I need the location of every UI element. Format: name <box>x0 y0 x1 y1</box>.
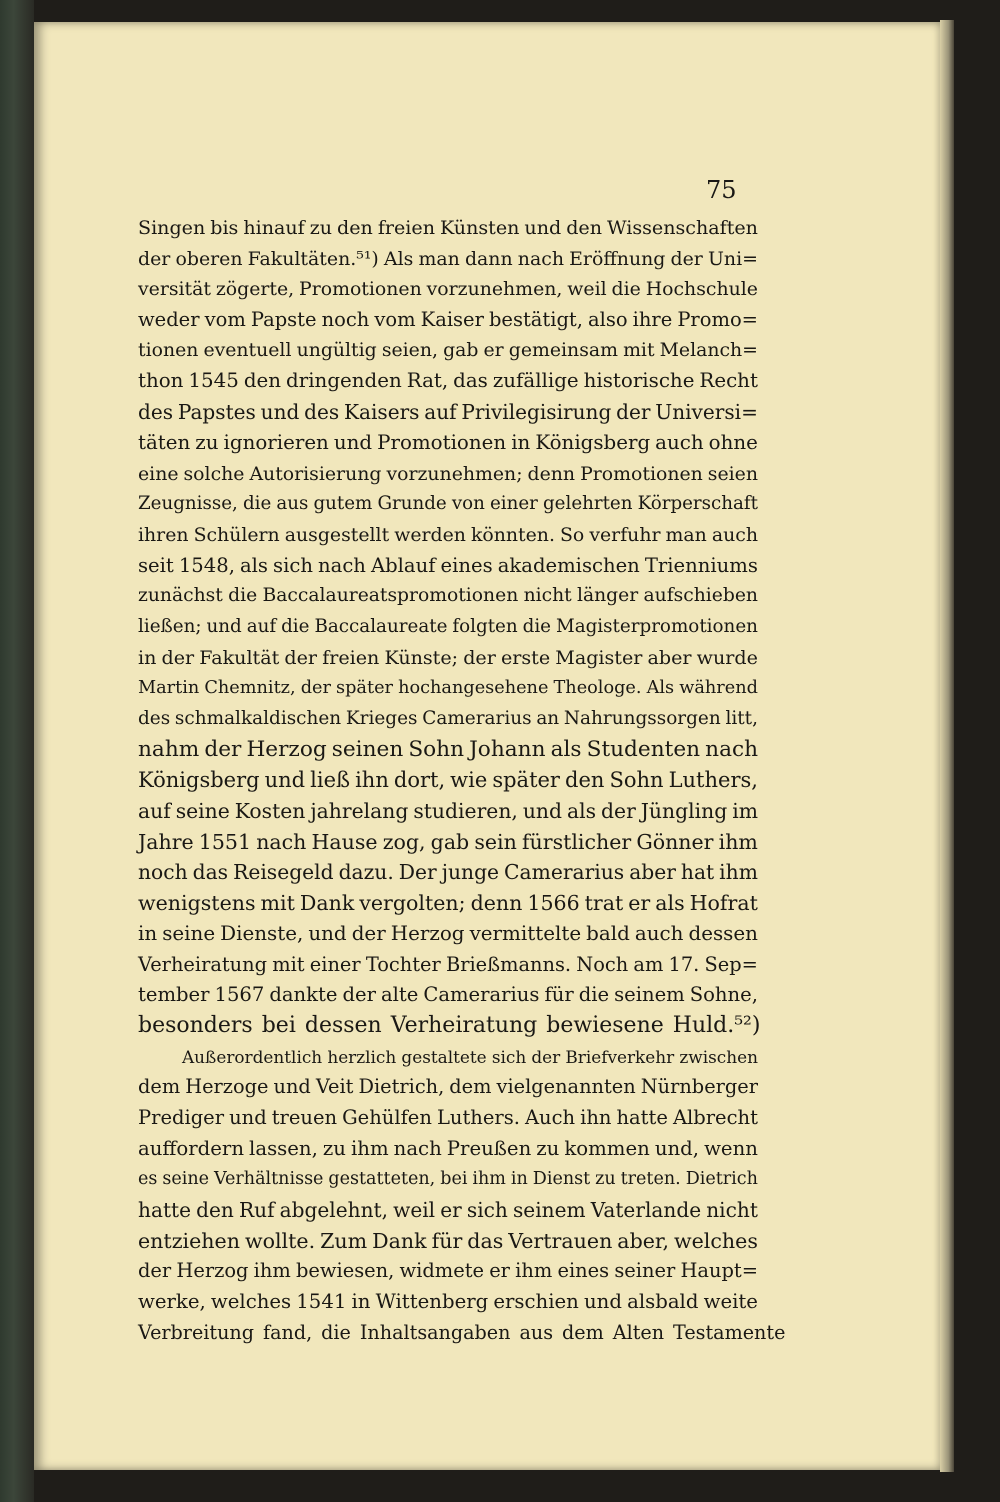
text-line: tionen eventuell ungültig seien, gab er gemeinsam mit Melanch= <box>138 339 758 361</box>
text-line: Außerordentlich herzlich gestaltete sich der Briefverkehr zwischen <box>182 1046 758 1067</box>
text-line: besonders bei dessen Verheiratung bewiesene Huld.⁵²) <box>138 1012 761 1038</box>
text-line: Martin Chemnitz, der später hochangesehene Theologe. Als während <box>138 678 758 699</box>
text-line: in der Fakultät der freien Künste; der erste Magister aber wurde <box>138 645 758 669</box>
page-edge <box>940 20 954 1472</box>
text-line: Verbreitung fand, die Inhaltsangaben aus dem Alten Testamente <box>138 1320 786 1344</box>
text-line: auf seine Kosten jahrelang studieren, und als der Jüngling im <box>138 799 758 824</box>
text-line: ihren Schülern ausgestellt werden könnten. So verfuhr man auch <box>138 523 758 546</box>
text-line: Verheiratung mit einer Tochter Brießmanns. Noch am 17. Sep= <box>138 952 758 976</box>
body-text <box>138 213 786 1348</box>
text-line: hatte den Ruf abgelehnt, weil er sich seinem Vaterlande nicht <box>138 1198 758 1222</box>
text-line: Königsberg und ließ ihn dort, wie später den Sohn Luthers, <box>138 767 758 793</box>
text-line: in seine Dienste, und der Herzog vermittelte bald auch dessen <box>138 921 758 945</box>
text-line: eine solche Autorisierung vorzunehmen; denn Promotionen seien <box>138 462 758 485</box>
text-line: seit 1548, als sich nach Ablauf eines akademischen Trienniums <box>138 553 758 577</box>
text-line: es seine Verhältnisse gestatteten, bei ihm in Dienst zu treten. Dietrich <box>138 1169 758 1190</box>
text-line: des schmalkaldischen Krieges Camerarius an Nahrungssorgen litt, <box>138 708 758 729</box>
text-line: dem Herzoge und Veit Dietrich, dem vielgenannten Nürnberger <box>138 1075 758 1099</box>
page-number: 75 <box>706 176 737 204</box>
text-line: der Herzog ihm bewiesen, widmete er ihm eines seiner Haupt= <box>138 1259 758 1283</box>
text-line: Prediger und treuen Gehülfen Luthers. Auch ihn hatte Albrecht <box>138 1105 758 1129</box>
text-line: weder vom Papste noch vom Kaiser bestätigt, also ihre Promo= <box>138 308 758 332</box>
text-line: Zeugnisse, die aus gutem Grunde von einer gelehrten Körperschaft <box>138 493 758 515</box>
text-line: nahm der Herzog seinen Sohn Johann als Studenten nach <box>138 736 758 762</box>
text-line: werke, welches 1541 in Wittenberg erschien und alsbald weite <box>138 1290 758 1314</box>
text-line: noch das Reisegeld dazu. Der junge Camerarius aber hat ihm <box>138 860 758 885</box>
text-line: Singen bis hinauf zu den freien Künsten und den Wissenschaften <box>138 217 758 239</box>
text-line: täten zu ignorieren und Promotionen in Königsberg auch ohne <box>138 430 758 454</box>
text-line: Jahre 1551 nach Hause zog, gab sein fürstlicher Gönner ihm <box>138 829 758 854</box>
text-line: tember 1567 dankte der alte Camerarius für die seinem Sohne, <box>138 983 758 1007</box>
text-line: entziehen wollte. Zum Dank für das Vertrauen aber, welches <box>138 1228 758 1253</box>
text-line: zunächst die Baccalaureatspromotionen nicht länger aufschieben <box>138 585 758 607</box>
text-line: versität zögerte, Promotionen vorzunehmen, weil die Hochschule <box>138 278 758 301</box>
text-line: ließen; und auf die Baccalaureate folgten die Magisterpromotionen <box>138 615 758 637</box>
text-line: thon 1545 den dringenden Rat, das zufällige historische Recht <box>138 369 758 393</box>
text-line: der oberen Fakultäten.⁵¹) Als man dann nach Eröffnung der Uni= <box>138 247 758 270</box>
text-line: wenigstens mit Dank vergolten; denn 1566 trat er als Hofrat <box>138 891 758 916</box>
text-line: auffordern lassen, zu ihm nach Preußen zu kommen und, wenn <box>138 1136 758 1160</box>
text-line: des Papstes und des Kaisers auf Privilegisirung der Universi= <box>138 400 758 425</box>
book-spine <box>0 0 34 1502</box>
